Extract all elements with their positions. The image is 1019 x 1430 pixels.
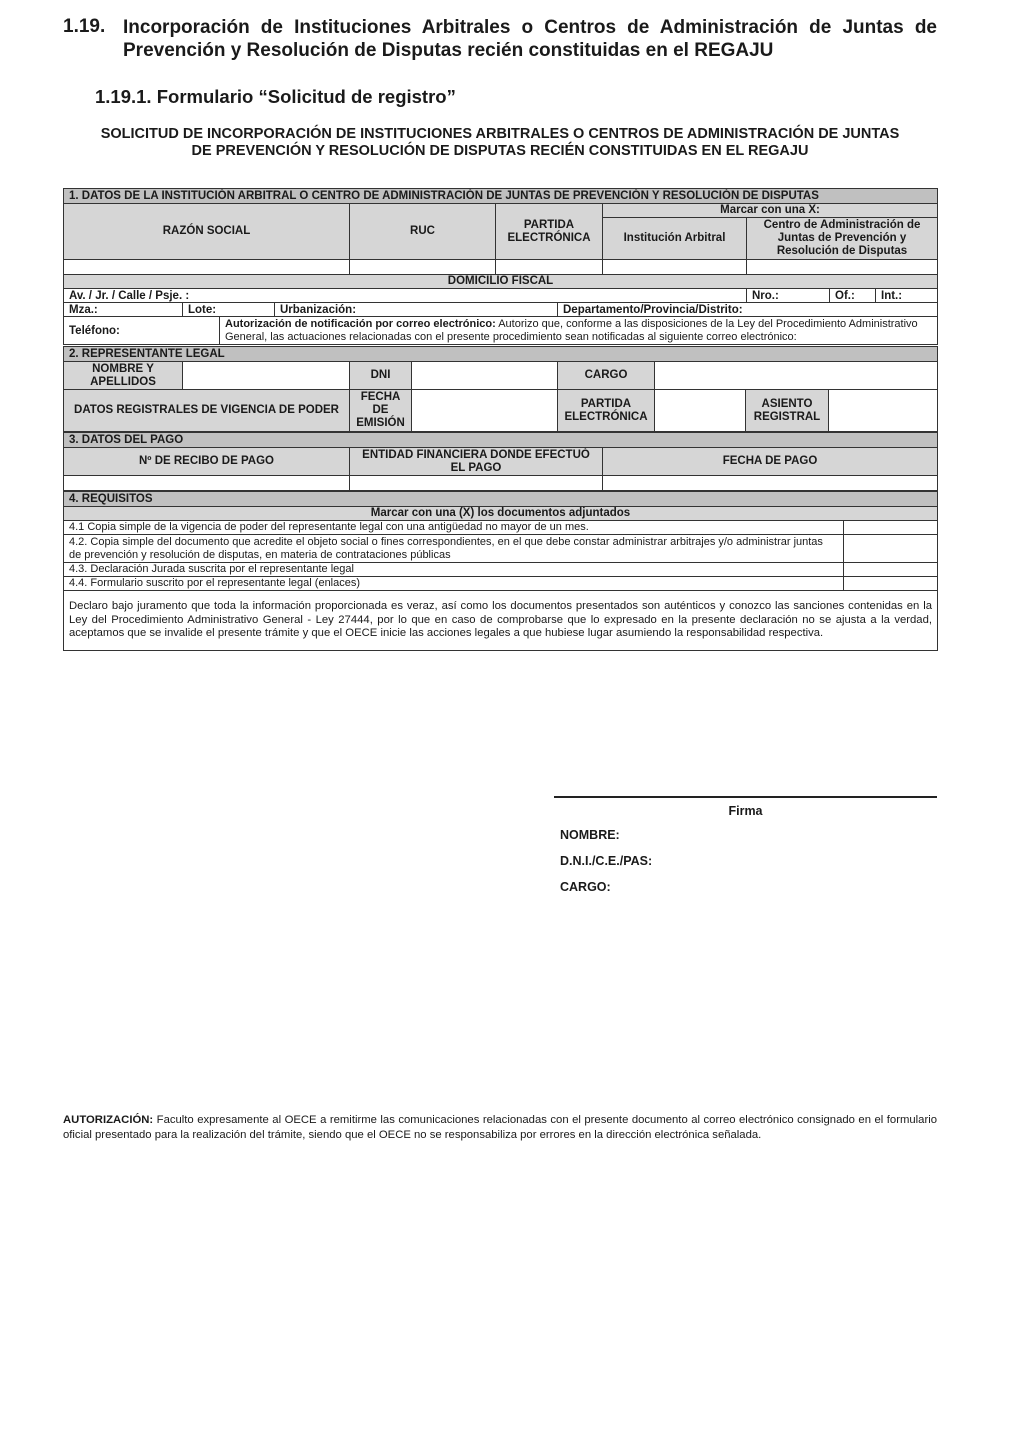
ruc-header: RUC [350,204,496,260]
razon-social-input[interactable] [64,260,350,275]
email-authorization-label: Autorización de notificación por correo electrónico: [225,317,496,330]
dni-label: DNI [350,362,412,390]
firma-label: Firma [728,804,763,818]
entidad-financiera-input[interactable] [350,476,603,491]
fecha-emision-label: FECHA DE EMISIÓN [350,390,412,432]
partida-electronica-input[interactable] [655,390,746,432]
recibo-pago-input[interactable] [64,476,350,491]
email-authorization-text: Autorizo que, conforme a las disposiciones de la Ley del Procedimiento Administrativo General, las actuaciones relacionadas con el presente procedimiento sean notificadas al siguiente correo electrónico: [225,317,918,343]
institucion-arbitral-header: Institución Arbitral [603,218,747,260]
asiento-registral-label: ASIENTO REGISTRAL [746,390,829,432]
subsection-title: 1.19.1. Formulario “Solicitud de registro” [95,86,456,107]
requisito-4-1-checkbox[interactable] [844,521,938,535]
of-field[interactable]: Of.: [830,289,876,303]
centro-administracion-checkbox[interactable] [747,260,938,275]
part3-table [63,432,938,491]
nombre-apellidos-input[interactable] [183,362,350,390]
autorizacion-label: AUTORIZACIÓN: [63,1114,154,1126]
mza-field[interactable]: Mza.: [64,303,183,317]
departamento-field[interactable]: Departamento/Provincia/Distrito: [558,303,938,317]
signature-dni: D.N.I./C.E./PAS: [560,854,653,868]
requisito-4-2-checkbox[interactable] [844,535,938,563]
telefono-field[interactable]: Teléfono: [64,317,220,345]
cargo-input[interactable] [655,362,938,390]
lote-field[interactable]: Lote: [183,303,275,317]
section-title: Incorporación de Instituciones Arbitrales o Centros de Administración de Juntas de Prevención y Resolución de Disputas recién constituidas en el REGAJU [123,17,937,61]
institucion-arbitral-checkbox[interactable] [603,260,747,275]
nro-field[interactable]: Nro.: [747,289,830,303]
part2-table [63,346,938,432]
email-authorization-field[interactable] [220,317,938,345]
fecha-emision-input[interactable] [412,390,558,432]
partida-input[interactable] [496,260,603,275]
asiento-registral-input[interactable] [829,390,938,432]
part3-header: 3. DATOS DEL PAGO [64,433,938,448]
requisito-4-3: 4.3. Declaración Jurada suscrita por el representante legal [64,563,844,577]
requisito-4-4-checkbox[interactable] [844,577,938,591]
datos-registrales-label: DATOS REGISTRALES DE VIGENCIA DE PODER [64,390,350,432]
requisito-4-2: 4.2. Copia simple del documento que acredite el objeto social o fines correspondientes, en el que debe constar administrar arbitrajes y/o administrar juntas de prevención y resolución de disputas, en materia de contrataciones públicas [64,535,844,563]
centro-administracion-header: Centro de Administración de Juntas de Prevención y Resolución de Disputas [747,218,938,260]
fecha-pago-input[interactable] [603,476,938,491]
requisito-4-3-checkbox[interactable] [844,563,938,577]
partida-header: PARTIDA ELECTRÓNICA [496,204,603,260]
form-title-line-2: DE PREVENCIÓN Y RESOLUCIÓN DE DISPUTAS RECIÉN CONSTITUIDAS EN EL REGAJU [191,143,809,159]
requisito-4-1: 4.1 Copia simple de la vigencia de poder del representante legal con una antigüedad no mayor de un mes. [64,521,844,535]
ruc-input[interactable] [350,260,496,275]
razon-social-header: RAZÓN SOCIAL [64,204,350,260]
signature-line[interactable] [554,796,937,798]
entidad-financiera-label: ENTIDAD FINANCIERA DONDE EFECTUÓ EL PAGO [350,448,603,476]
part1-header: 1. DATOS DE LA INSTITUCIÓN ARBITRAL O CENTRO DE ADMINISTRACIÓN DE JUNTAS DE PREVENCIÓN Y RESOLUCIÓN DE DISPUTAS [64,189,938,204]
domicilio-fiscal-header: DOMICILIO FISCAL [64,275,938,289]
part2-header: 2. REPRESENTANTE LEGAL [64,347,938,362]
form-title-line-1: SOLICITUD DE INCORPORACIÓN DE INSTITUCIONES ARBITRALES O CENTROS DE ADMINISTRACIÓN DE JUNTAS [100,126,900,142]
part4-header: 4. REQUISITOS [64,492,938,507]
partida-electronica-label: PARTIDA ELECTRÓNICA [558,390,655,432]
autorizacion-text: Faculto expresamente al OECE a remitirme las comunicaciones relacionadas con el presente documento al correo electrónico consignado en el formulario oficial presentado para la realización del trámite, siendo que el OECE no se responsabiliza por errores en la dirección electrónica señalada. [63,1114,937,1141]
cargo-label: CARGO [558,362,655,390]
declaracion-jurada: Declaro bajo juramento que toda la información proporcionada es veraz, así como los documentos presentados son auténticos y conozco las sanciones contenidas en la Ley del Procedimiento Administrativo General - Ley 27444, por lo que en caso de comprobarse que lo expresado en la presente declaración no se ajusta a la verdad, aceptamos que se invalide el presente trámite y que el OECE inicie las acciones legales a que hubiese lugar asumiendo la responsabilidad respectiva. [64,591,938,651]
recibo-pago-label: Nº DE RECIBO DE PAGO [64,448,350,476]
nombre-apellidos-label: NOMBRE Y APELLIDOS [64,362,183,390]
requisito-4-4: 4.4. Formulario suscrito por el representante legal (enlaces) [64,577,844,591]
part4-table [63,491,938,651]
fecha-pago-label: FECHA DE PAGO [603,448,938,476]
section-number: 1.19. [63,16,106,37]
dni-input[interactable] [412,362,558,390]
autorizacion-note [63,1113,937,1143]
signature-cargo: CARGO: [560,880,611,894]
address-field[interactable]: Av. / Jr. / Calle / Psje. : [64,289,747,303]
form-title [63,126,937,160]
marcar-documentos-header: Marcar con una (X) los documentos adjuntados [64,507,938,521]
part1-table [63,188,938,345]
marcar-x-header: Marcar con una X: [603,204,938,218]
urbanizacion-field[interactable]: Urbanización: [275,303,558,317]
int-field[interactable]: Int.: [876,289,938,303]
signature-nombre: NOMBRE: [560,828,620,842]
